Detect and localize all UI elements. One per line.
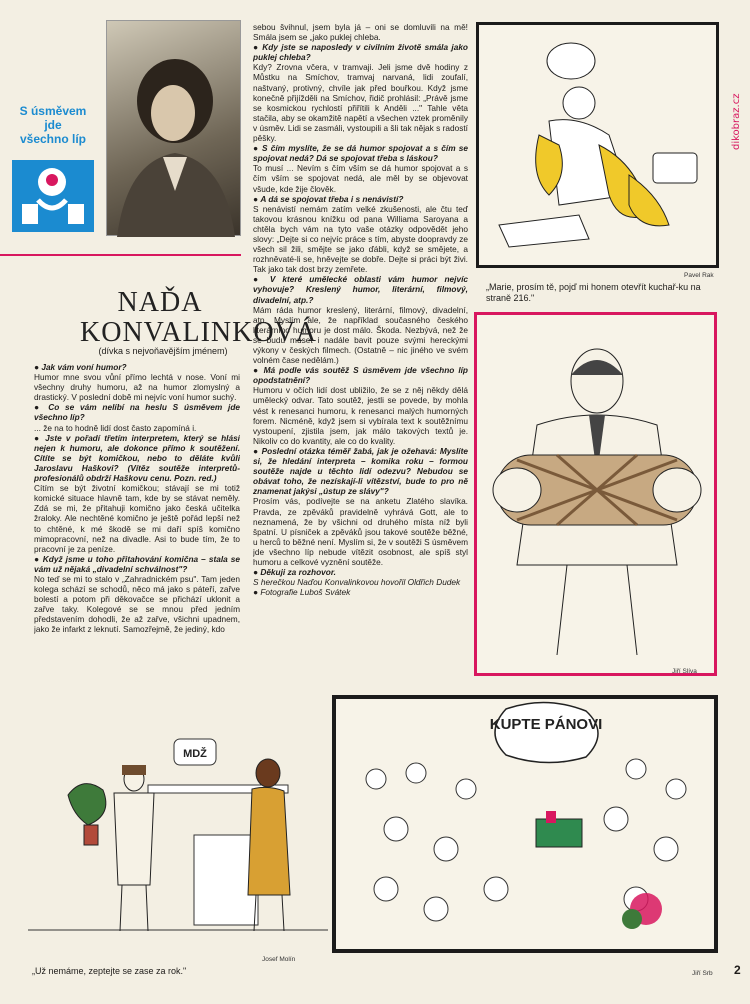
question: ● A dá se spojovat třeba i s nenávistí? (253, 194, 468, 204)
cartoon-credit: Josef Molín (262, 956, 296, 963)
shop-sign: MDŽ (183, 748, 207, 760)
answer: Mám ráda humor kreslený, literární, filmový, divadelní, atp. Myslím ale, že například současného českého literárního humoru je dost málo. Škoda. Nezbývá, než že se budu muset i nadále bavit pouze svými hereckými výkony v českých filmech. (Ostatně – nic jiného ve svém volném čase nedělám.) (253, 304, 468, 366)
badge-line-2: jde (44, 118, 62, 132)
question: ● Kdy jste se naposledy v civilním životě smála jako puklej chleba? (253, 42, 468, 62)
cartoon-credit: Jiří Srb (692, 970, 713, 977)
question: ● S čím myslíte, že se dá humor spojovat a s čím se spojovat nedá? Dá se spojovat třeba s láskou? (253, 143, 468, 163)
answer: Cítím se být životní komičkou; stávají se mi totiž komické situace hlavně tam, kde by se stávat neměly. Zdá se mi, že přitahuji komično jako česká učitelka žraloky. Ale nechtěné komično je ještě pořád lepší než to chtěné, k mé škodě se mi daří spíš komično mimopracovní, než na divadle. Asi to bude tím, že to pracovní je za peníze. (34, 483, 240, 554)
question: ● V které umělecké oblasti vám humor nejvíc vyhovuje? Kreslený humor, literární, filmový, divadelní, atp.? (253, 274, 468, 304)
cartoon-crowd (332, 695, 718, 953)
cartoon-credit: Jiří Slíva (672, 668, 697, 675)
answer: No teď se mi to stalo v „Zahradnickém psu". Tam jeden kolega schází se schodů, něco má jako s páteří, zařve bolestí a potom při děkovačce se přichází uklonit a zařve taky. Kolegové se se mnou před jedním představením dohodli, že až zařve, všichni upadnem, jako že infarkt z leknutí. Samozřejmě, že jediný, kdo (34, 573, 240, 635)
photo-credit: ● Fotografie Luboš Svátek (253, 587, 351, 598)
cartoon-credit: Pavel Rak (684, 272, 714, 279)
question: ● Jste v pořadí třetím interpretem, který se hlásí nejen k humoru, ale dokonce přímo k soutěžení. Cítíte se být komičkou, nebo to děláte kvůli Jaroslavu Haškovi? (Vítěz soutěže interpretů-profesionálů obdrží Haškovu cenu. Pozn. red.) (34, 433, 240, 483)
answer: S nenávistí nemám zatím velké zkušenosti, ale čtu teď takovou krásnou knížku od pana Williama Saroyana a chtěla bych vám na tyto vaše otázky odpovědět jeho slovy: „Dejte si co nejvíc práce s tím, abyste doopravdy ze všech sil žili, smějte se jako ďábli, když se smějete, a rozhněvaté-li se, hněvejte se dobře. Dejte si práci být živi. Tak jako tak dost brzy zemřete. (253, 203, 468, 275)
cartoon-chef (476, 22, 719, 268)
badge-line-3: všechno líp (19, 132, 87, 146)
answer: Kdy? Zrovna včera, v tramvaji. Jeli jsme dvě hodiny z Můstku na Smíchov, tramvaj narvaná, lidi zoufalí, naštvaný, protivný, chvíle jak před bouřkou. Když jsme konečně přijížděli na Smíchov, řidič prohlásil: „Právě jsme se kosmickou rychlostí přiřítili k Anděli ..." Tahle věta stačila, aby se okamžitě napětí a všechen vztek proměnily v úsměv. Lidi se zasmáli, vystoupili a šli tak nějak s radostí pěšky. (253, 62, 468, 144)
answer: sebou švihnul, jsem byla já – oni se domluvili na mě! Smála jsem se „jako puklej chleba. (253, 22, 468, 43)
answer: Prosím vás, podívejte se na anketu Zlatého slavíka. Pravda, ze zpěváků pravidelně vyhrává Gott, ale to neznamená, že by všichni od druhého místa níž byli špatní. U písniček a zpěváků jsou takové soutěže běžné, u herců to běžné není. Myslím si, že v soutěži S úsměvem jde všechno líp nebude vítězit osobnost, ale spíš styl humoru a celkové vyznění soutěže. (253, 496, 468, 567)
question: ● Poslední otázka téměř žabá, jak je ožehavá: Myslíte si, že hledání interpreta – komika roku – formou soutěže najde u těchto lidí odezvu? Nebudou se obávat toho, že nezískají-li vítězství, bude to pro ně znamenat jakýsi „ústup ze slávy"? (253, 446, 468, 496)
answer: To musí ... Nevím s čím vším se dá humor spojovat a s čím vším se spojovat nedá, ale měl by se objevovat všude, kde žije člověk. (253, 163, 468, 194)
cartoon-shop (28, 735, 328, 965)
question: ● Když jsme u toho přitahování komična – stala se vám už nějaká „divadelní schválnost"? (34, 554, 240, 574)
title-last-name: KONVALINKOVÁ (80, 317, 318, 348)
title-first-name: NAĎA (117, 287, 203, 318)
answer: Humor mne svou vůní přímo lechtá v nose. Voní mi všechny druhy humoru, až na humor zlomyslný a drastický. V poslední době mi nejvíc voní humor suchý. (34, 372, 240, 403)
interview-column-2 (253, 22, 468, 687)
cartoon-caption: „Marie, prosím tě, pojď mi honem otevřít kuchař-ku na straně 216." (486, 282, 701, 303)
interview-column-1 (34, 362, 240, 692)
badge-line-1: S úsměvem (19, 104, 87, 118)
divider (0, 254, 241, 256)
actress-photo (106, 20, 241, 236)
subtitle: (dívka s nejvoňavějším jménem) (98, 346, 228, 356)
byline: S herečkou Naďou Konvalinkovou hovořil Oldřich Dudek (253, 577, 461, 588)
speech-bubble-text: KUPTE PÁNOVI (489, 716, 603, 733)
smiley-mascot-icon (12, 160, 94, 232)
cartoon-babies (474, 312, 717, 676)
page-title (80, 287, 318, 348)
contest-badge (8, 104, 98, 146)
answer: Humoru v očích lidí dost ubližilo, že se z něj někdy dělá umělecký odvar. Tato soutěž, jestli se povede, by mohla vést k renesanci humoru, k renesanci malých humorných forem. Nicméně, když jsem si vybírala text k soutěžnímu vystoupení, zjistila jsem, jak málo takových textů je. Nikoliv co do kvantity, ale co do kvality. (253, 385, 468, 446)
watermark: dikobraz.cz (731, 93, 742, 150)
answer: ... že na to hodně lidí dost často zapomíná i. (34, 422, 197, 433)
question: ● Má podle vás soutěž S úsměvem jde všechno líp opodstatnění? (253, 365, 468, 385)
cartoon-caption: „Už nemáme, zeptejte se zase za rok." (32, 966, 187, 976)
question: ● Děkuji za rozhovor. (253, 567, 468, 577)
page-number: 2 (734, 963, 741, 977)
question: ● Jak vám voní humor? (34, 362, 240, 372)
question: ● Co se vám nelíbí na heslu S úsměvem jde všechno líp? (34, 402, 240, 422)
